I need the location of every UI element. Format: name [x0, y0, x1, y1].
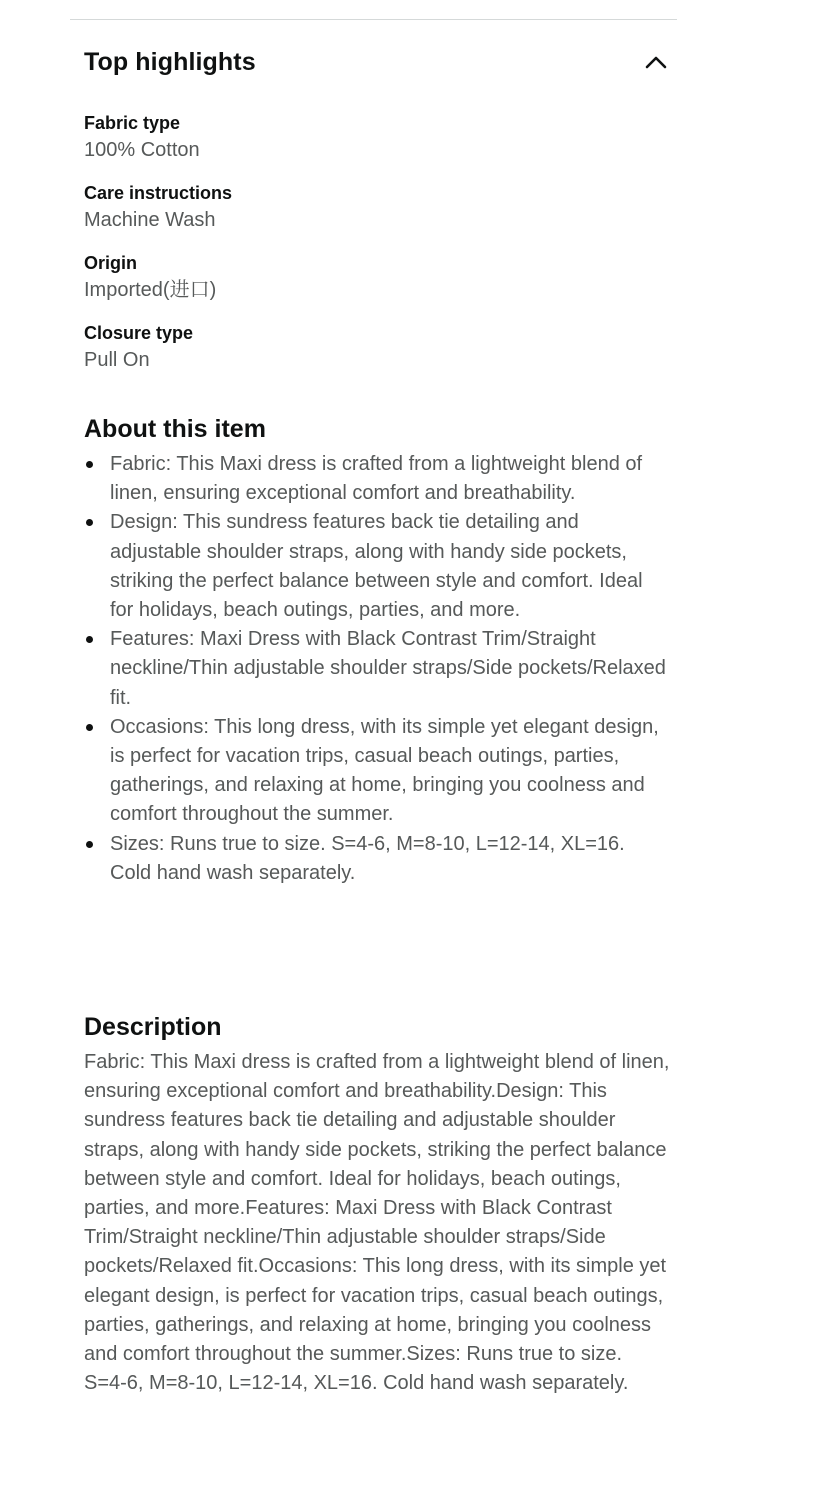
- description-text: Fabric: This Maxi dress is crafted from a lightweight blend of linen, ensuring exceptional comfort and breathability.Design: This sundress features back tie detailing and adjustable shoulder straps, along with handy side pockets, striking the perfect balance between style and comfort. Ideal for holidays, beach outings, parties, and more.Features: Maxi Dress with Black Contrast Trim/Straight neckline/Thin adjustable shoulder straps/Side pockets/Relaxed fit.Occasions: This long dress, with its simple yet elegant design, is perfect for vacation trips, casual beach outings, parties, gatherings, and relaxing at home, bringing you coolness and comfort throughout the summer.Sizes: Runs true to size. S=4-6, M=8-10, L=12-14, XL=16. Cold hand wash separately.: [84, 1051, 670, 1395]
- bullet-text: Design: This sundress features back tie detailing and adjustable shoulder straps, along with handy side pockets, striking the perfect balance between style and comfort. Ideal for holidays, beach outings, parties, and more.: [110, 511, 643, 622]
- top-highlights-title: Top highlights: [84, 47, 256, 76]
- top-highlights-toggle[interactable]: [84, 42, 670, 82]
- list-item: [84, 713, 670, 830]
- bullet-text: Fabric: This Maxi dress is crafted from a lightweight blend of linen, ensuring exceptional comfort and breathability.: [110, 453, 643, 505]
- highlight-origin: [84, 251, 670, 321]
- description-title: Description: [84, 1013, 222, 1041]
- list-item: [84, 450, 670, 508]
- list-item: [84, 508, 670, 625]
- highlight-label: Closure type: [84, 323, 194, 343]
- about-this-item-title: About this item: [84, 415, 266, 443]
- highlight-fabric-type: [84, 111, 670, 181]
- highlight-label: Fabric type: [84, 113, 181, 133]
- chevron-up-icon[interactable]: [642, 48, 670, 76]
- bullet-text: Sizes: Runs true to size. S=4-6, M=8-10, L=12-14, XL=16. Cold hand wash separately.: [110, 832, 625, 884]
- bullet-icon: [86, 636, 93, 643]
- top-highlights-list: [84, 111, 670, 391]
- bullet-icon: [86, 841, 93, 848]
- highlight-value: Imported(进口): [84, 279, 217, 301]
- list-item: [84, 830, 670, 888]
- bullet-text: Occasions: This long dress, with its simple yet elegant design, is perfect for vacation trips, casual beach outings, parties, gatherings, and relaxing at home, bringing you coolness and comfort throughout the summer.: [110, 715, 659, 826]
- bullet-text: Features: Maxi Dress with Black Contrast Trim/Straight neckline/Thin adjustable shoulder straps/Side pockets/Relaxed fit.: [110, 628, 666, 709]
- list-item: [84, 625, 670, 713]
- highlight-value: 100% Cotton: [84, 139, 200, 161]
- bullet-icon: [86, 519, 93, 526]
- about-this-item-list: [84, 450, 670, 888]
- highlight-label: Origin: [84, 253, 137, 273]
- highlight-care-instructions: [84, 181, 670, 251]
- highlight-closure-type: [84, 321, 670, 391]
- highlight-value: Machine Wash: [84, 209, 216, 231]
- highlight-label: Care instructions: [84, 183, 233, 203]
- bullet-icon: [86, 461, 93, 468]
- highlight-value: Pull On: [84, 349, 150, 371]
- bullet-icon: [86, 724, 93, 731]
- section-divider: [70, 19, 677, 20]
